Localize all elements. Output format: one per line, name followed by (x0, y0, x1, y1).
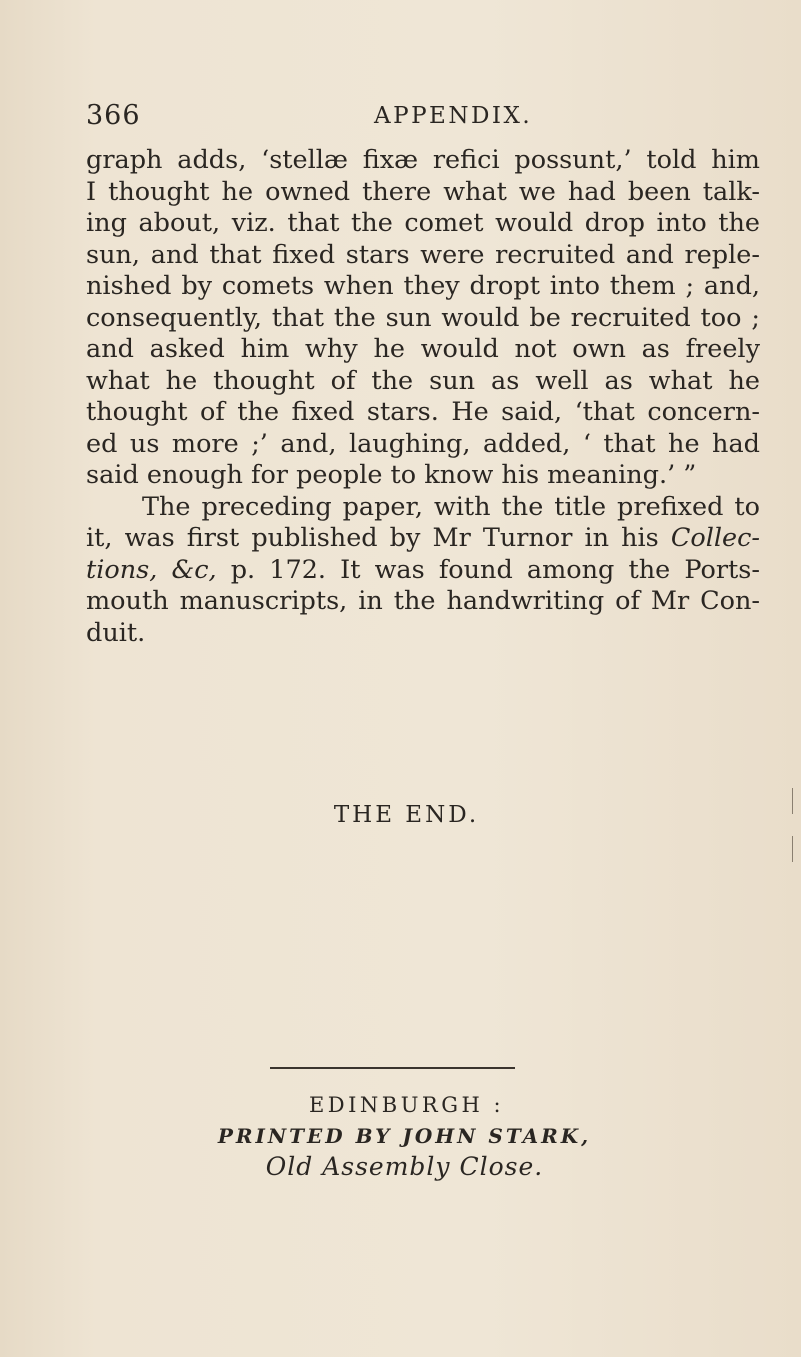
text-line: ing about, viz. that the comet would drop into the (86, 208, 760, 238)
running-head: APPENDIX. (374, 103, 533, 129)
imprint-printer: PRINTED BY JOHN STARK, (217, 1124, 592, 1148)
text-line: I thought he owned there what we had been talk- (86, 176, 760, 207)
text-line: The preceding paper, with the title prefixed to (142, 491, 760, 522)
italic-title-end: tions, &c, (86, 554, 217, 585)
the-end-mark: THE END. (333, 802, 480, 828)
text-line: ed us more ;’ and, laughing, added, ‘ that he had (86, 428, 760, 459)
text-line-with-italic (86, 523, 760, 555)
text-line: nished by comets when they dropt into them ; and, (86, 271, 760, 301)
text-fragment: p. 172. It was found among the Ports- (216, 554, 760, 585)
page-edge-mark (792, 788, 793, 814)
text-line: sun, and that fixed stars were recruited and reple- (86, 239, 760, 270)
text-line: said enough for people to know his meaning.’ ” (86, 460, 697, 490)
italic-title-start: Collec- (670, 523, 760, 553)
imprint-address: Old Assembly Close. (265, 1152, 544, 1181)
text-line: thought of the fixed stars. He said, ‘that concern- (86, 397, 760, 427)
text-line: and asked him why he would not own as freely (86, 334, 760, 364)
page-edge-mark (792, 836, 793, 862)
divider-rule (270, 1067, 515, 1069)
text-line: graph adds, ‘stellæ fixæ refici possunt,’ told him (86, 145, 760, 175)
text-fragment: it, was first published by Mr Turnor in his (86, 523, 671, 553)
imprint-city: EDINBURGH : (308, 1093, 505, 1117)
body-text (86, 145, 760, 649)
text-line: consequently, that the sun would be recruited too ; (86, 302, 760, 333)
text-line-with-italic (86, 555, 760, 587)
text-line: duit. (86, 617, 146, 648)
page-number: 366 (86, 100, 141, 131)
text-line: what he thought of the sun as well as what he (86, 365, 760, 396)
page-header (86, 100, 766, 140)
text-line: mouth manuscripts, in the handwriting of Mr Con- (86, 586, 760, 616)
